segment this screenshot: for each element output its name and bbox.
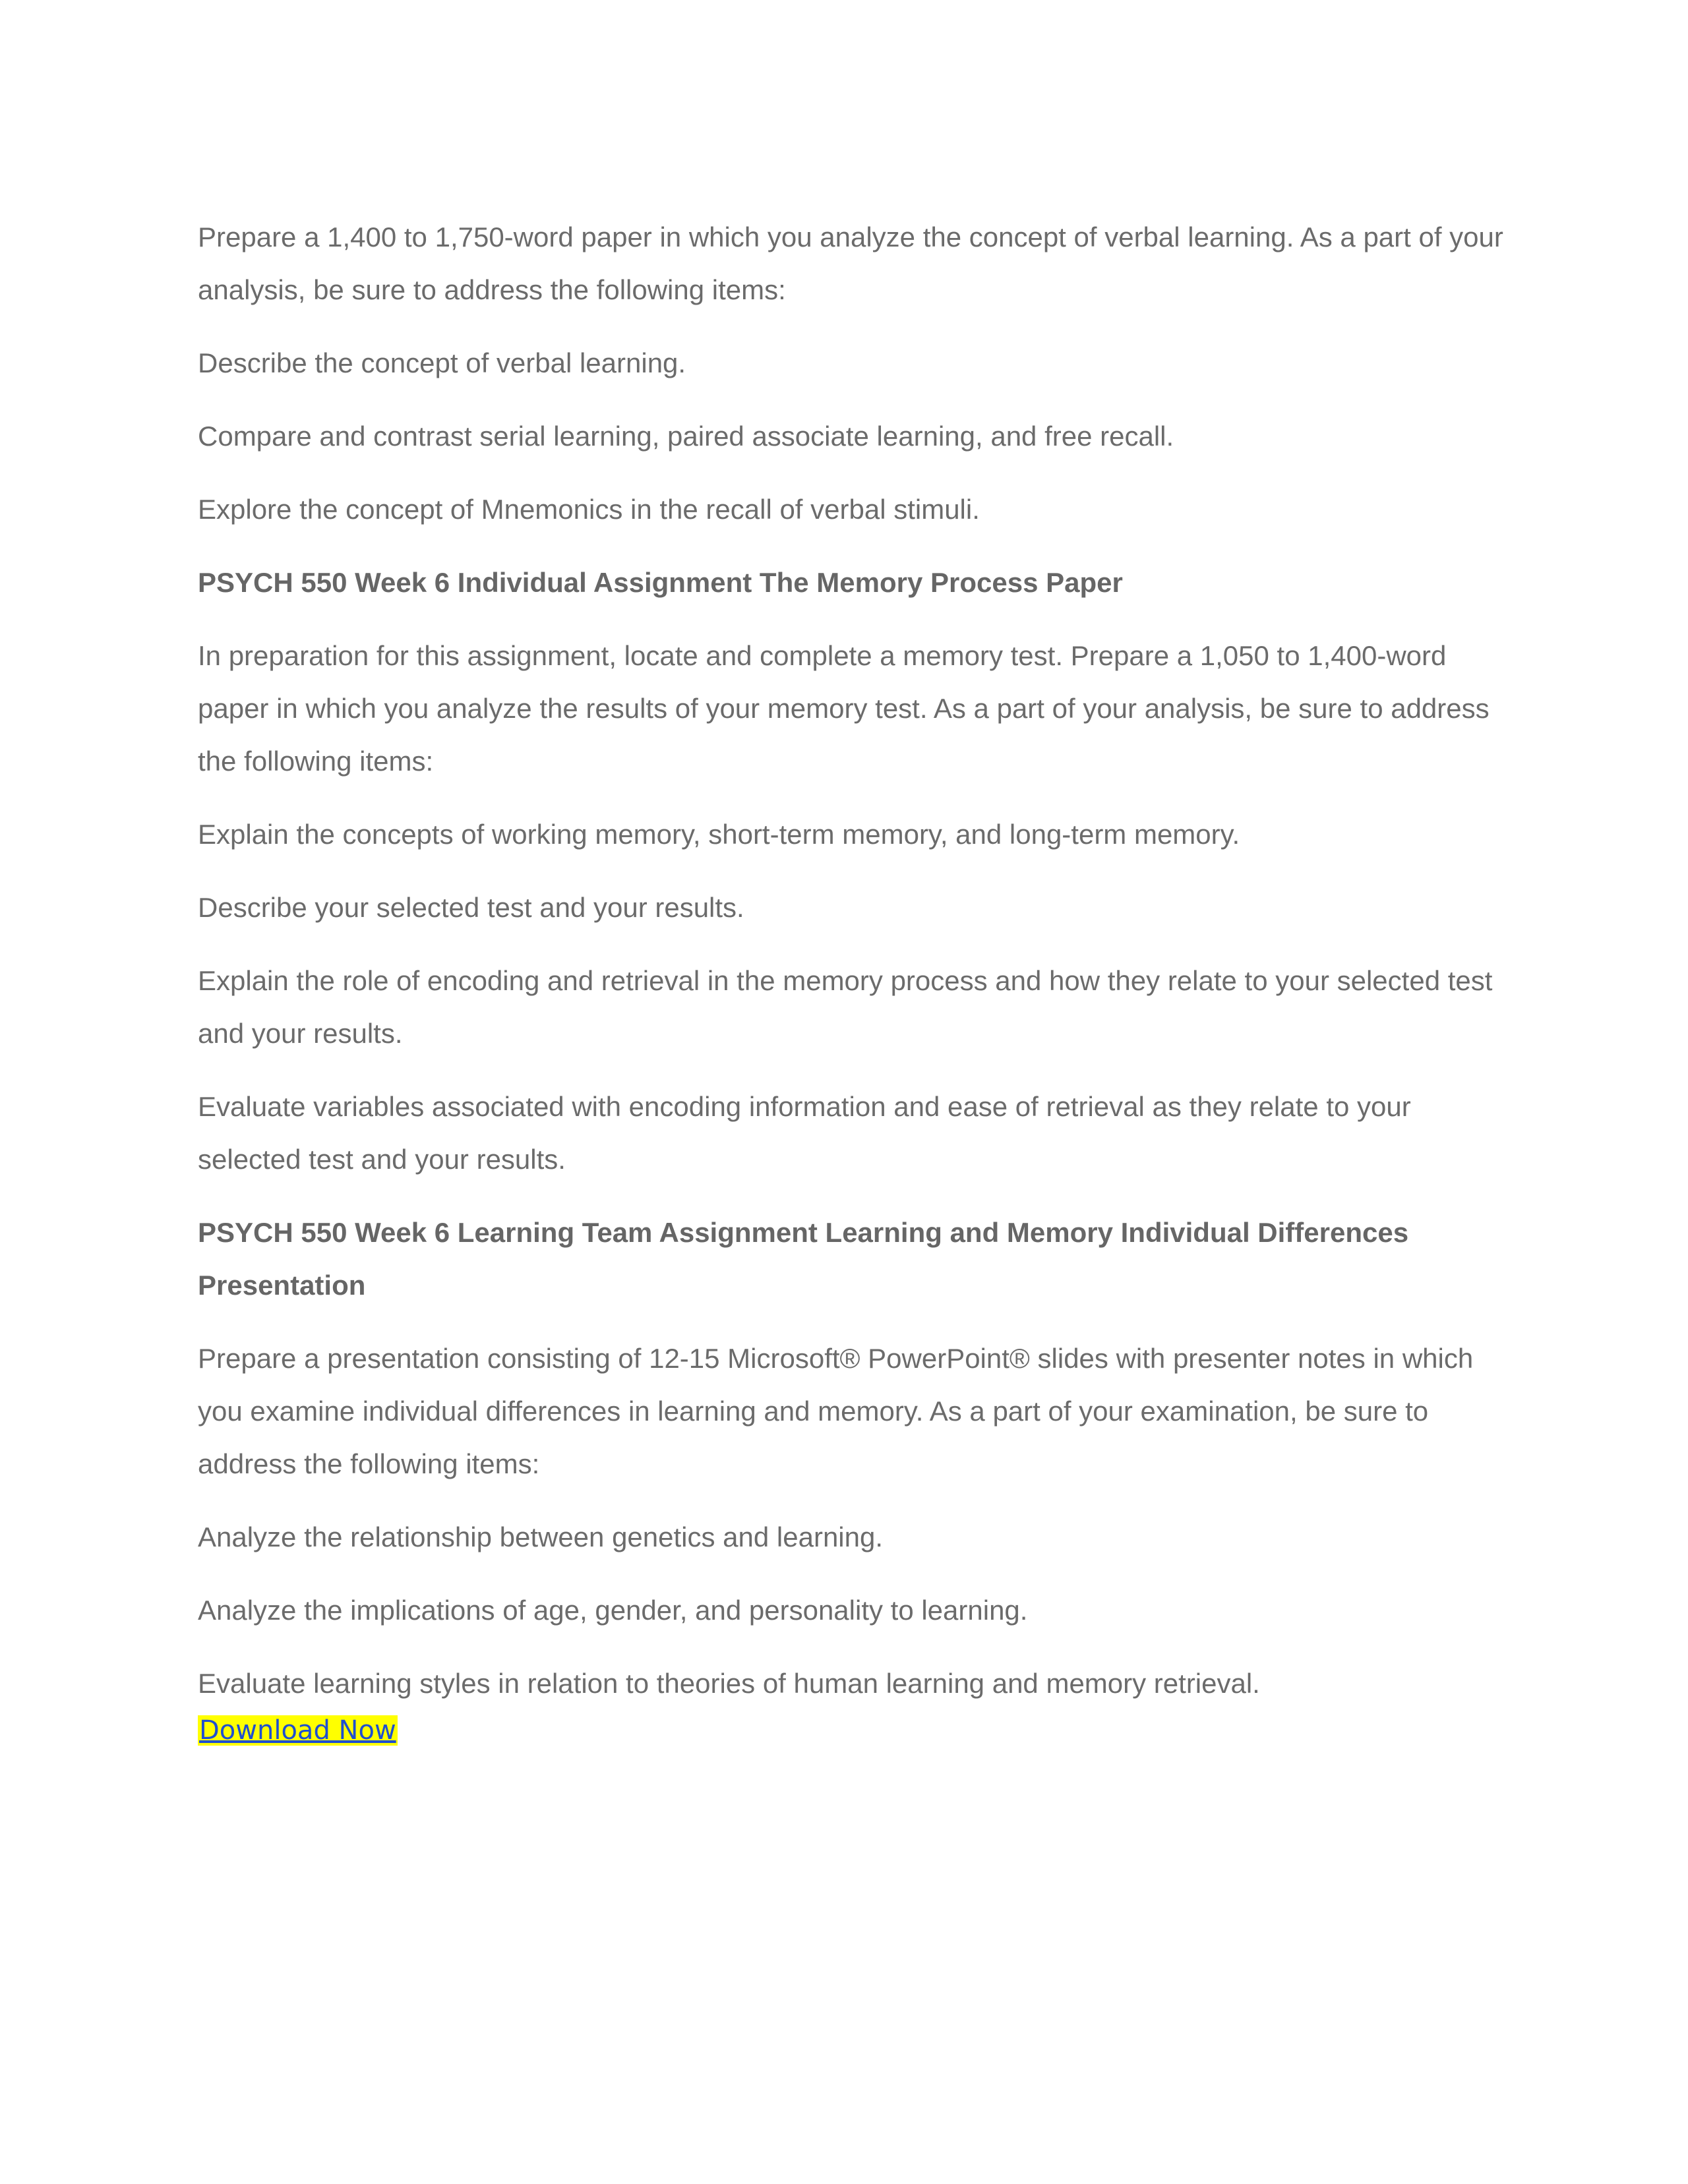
paragraph-item: Analyze the implications of age, gender, and personality to learning. [198, 1595, 1028, 1626]
paragraph-item: Describe your selected test and your results. [198, 892, 744, 923]
paragraph-item: Evaluate variables associated with encoding information and ease of retrieval as they relate to your selected test and your results. [198, 1091, 1411, 1175]
paragraph-item: Explain the concepts of working memory, short-term memory, and long-term memory. [198, 819, 1240, 850]
paragraph-item: Explore the concept of Mnemonics in the recall of verbal stimuli. [198, 494, 980, 525]
section-heading-learning-team: PSYCH 550 Week 6 Learning Team Assignment Learning and Memory Individual Differences Presentation [198, 1217, 1409, 1301]
download-now-link[interactable]: Download Now [199, 1715, 396, 1746]
paragraph-item: Evaluate learning styles in relation to theories of human learning and memory retrieval. [198, 1668, 1260, 1699]
paragraph-item: Explain the role of encoding and retrieval in the memory process and how they relate to your selected test and your results. [198, 965, 1493, 1049]
paragraph-intro: Prepare a presentation consisting of 12-15 Microsoft® PowerPoint® slides with presenter notes in which you examine individual differences in learning and memory. As a part of your examination, be sure to address the following items: [198, 1343, 1474, 1479]
paragraph-item: Analyze the relationship between genetics and learning. [198, 1521, 884, 1552]
document-body [198, 211, 1503, 1750]
paragraph-intro: In preparation for this assignment, locate and complete a memory test. Prepare a 1,050 to 1,400-word paper in which you analyze the results of your memory test. As a part of your analysis, be sure to address the following items: [198, 640, 1490, 777]
paragraph-item: Compare and contrast serial learning, paired associate learning, and free recall. [198, 421, 1174, 452]
paragraph-item: Describe the concept of verbal learning. [198, 347, 686, 378]
paragraph-intro: Prepare a 1,400 to 1,750-word paper in which you analyze the concept of verbal learning. As a part of your analysis, be sure to address the following items: [198, 221, 1503, 305]
section-heading-memory-process: PSYCH 550 Week 6 Individual Assignment The Memory Process Paper [198, 567, 1123, 598]
download-row [198, 1710, 1503, 1750]
